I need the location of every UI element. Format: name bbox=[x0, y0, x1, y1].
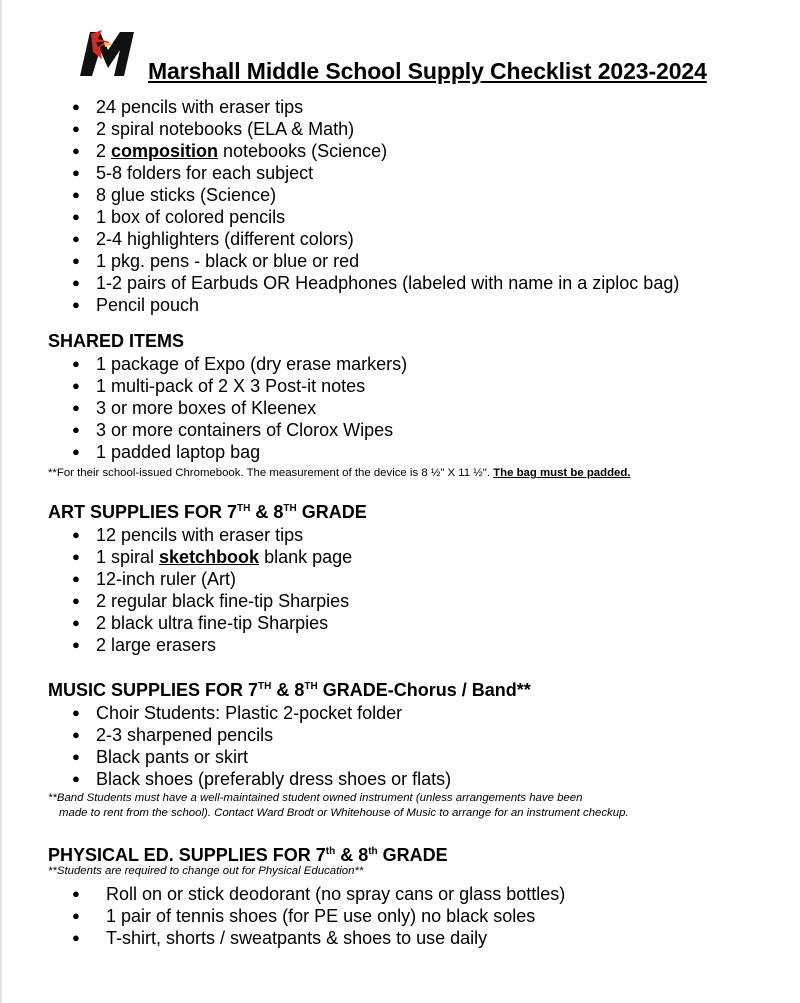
list-item: ● 2 large erasers bbox=[70, 634, 352, 656]
emphasis-text: sketchbook bbox=[159, 547, 260, 567]
list-item: ● 5-8 folders for each subject bbox=[70, 162, 679, 184]
list-item: ● 2-4 highlighters (different colors) bbox=[70, 228, 679, 250]
list-item: ● 2 regular black fine-tip Sharpies bbox=[70, 590, 352, 612]
list-item: ● Choir Students: Plastic 2-pocket folder bbox=[70, 702, 451, 724]
list-item: ● 12-inch ruler (Art) bbox=[70, 568, 352, 590]
music-supplies-list bbox=[70, 702, 451, 790]
shared-items-list bbox=[70, 353, 407, 463]
list-item: ● 2 black ultra fine-tip Sharpies bbox=[70, 612, 352, 634]
shared-items-heading: SHARED ITEMS bbox=[48, 331, 185, 351]
emphasis-text: composition bbox=[111, 141, 219, 161]
list-item: ● 1-2 pairs of Earbuds OR Headphones (labeled with name in a ziploc bag) bbox=[70, 272, 679, 294]
list-item: ● 24 pencils with eraser tips bbox=[70, 96, 679, 118]
pe-supplies-heading: PHYSICAL ED. SUPPLIES FOR 7th & 8th GRADE bbox=[48, 845, 448, 865]
music-supplies-heading: MUSIC SUPPLIES FOR 7TH & 8TH GRADE-Chorus / Band** bbox=[48, 680, 531, 700]
list-item: ● T-shirt, shorts / sweatpants & shoes to use daily bbox=[70, 927, 565, 949]
page-edge bbox=[0, 0, 2, 1003]
list-item: ● 1 pkg. pens - black or blue or red bbox=[70, 250, 679, 272]
list-item: ● 2-3 sharpened pencils bbox=[70, 724, 451, 746]
pe-change-note: **Students are required to change out for Physical Education** bbox=[48, 865, 364, 877]
padded-bag-emphasis: The bag must be padded. bbox=[493, 467, 631, 479]
list-item: ● 2 composition notebooks (Science) bbox=[70, 140, 679, 162]
marshall-cardinal-logo-icon bbox=[74, 28, 142, 78]
general-supply-list bbox=[70, 96, 679, 316]
list-item: ● 1 padded laptop bag bbox=[70, 441, 407, 463]
list-item: ● 1 pair of tennis shoes (for PE use only) no black soles bbox=[70, 905, 565, 927]
art-supplies-heading: ART SUPPLIES FOR 7TH & 8TH GRADE bbox=[48, 502, 367, 522]
list-item: ● 12 pencils with eraser tips bbox=[70, 524, 352, 546]
list-item: ● 1 package of Expo (dry erase markers) bbox=[70, 353, 407, 375]
page-title: Marshall Middle School Supply Checklist 2023-2024 bbox=[148, 58, 707, 84]
pe-supplies-list bbox=[70, 883, 565, 949]
art-supplies-list bbox=[70, 524, 352, 656]
list-item: ● Black pants or skirt bbox=[70, 746, 451, 768]
list-item: ● 8 glue sticks (Science) bbox=[70, 184, 679, 206]
list-item: ● Roll on or stick deodorant (no spray cans or glass bottles) bbox=[70, 883, 565, 905]
list-item: ● 1 spiral sketchbook blank page bbox=[70, 546, 352, 568]
list-item: ● 2 spiral notebooks (ELA & Math) bbox=[70, 118, 679, 140]
list-item: ● 3 or more containers of Clorox Wipes bbox=[70, 419, 407, 441]
laptop-bag-note: **For their school-issued Chromebook. The measurement of the device is 8 ½" X 11 ½". The bag must be padded. bbox=[48, 467, 631, 479]
list-item: ● Black shoes (preferably dress shoes or flats) bbox=[70, 768, 451, 790]
list-item: ● Pencil pouch bbox=[70, 294, 679, 316]
list-item: ● 1 multi-pack of 2 X 3 Post-it notes bbox=[70, 375, 407, 397]
list-item: ● 1 box of colored pencils bbox=[70, 206, 679, 228]
band-note: **Band Students must have a well-maintained student owned instrument (unless arrangements have been made to rent from the school). Contact Ward Brodt or Whitehouse of Music to arrange for an instrument checkup. bbox=[48, 792, 629, 819]
list-item: ● 3 or more boxes of Kleenex bbox=[70, 397, 407, 419]
